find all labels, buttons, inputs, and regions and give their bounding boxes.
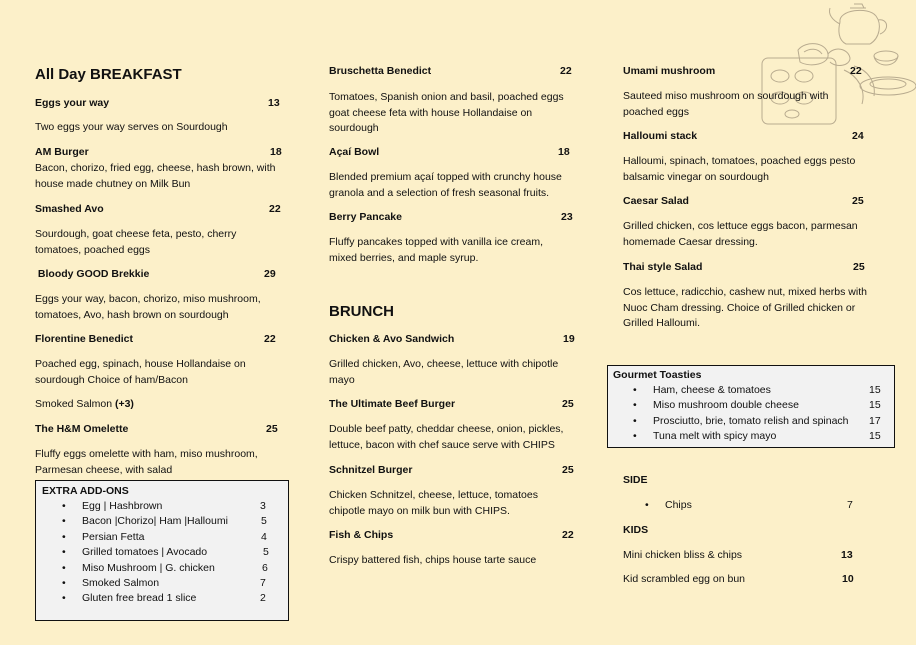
toastie-label: Ham, cheese & tomatoes bbox=[653, 384, 771, 396]
side-price: 7 bbox=[847, 499, 853, 511]
menu-item-desc: Sourdough, goat cheese feta, pesto, cherry tomatoes, poached eggs bbox=[35, 228, 237, 256]
menu-item-name: Bloody GOOD Brekkie bbox=[35, 268, 150, 280]
addon-label: Persian Fetta bbox=[82, 531, 145, 543]
menu-item-desc: Eggs your way, bacon, chorizo, miso mushroom, tomatoes, Avo, hash brown on sourdough bbox=[35, 293, 261, 321]
side-label: Chips bbox=[665, 499, 692, 511]
toastie-label: Miso mushroom double cheese bbox=[653, 399, 799, 411]
menu-item-desc: Poached egg, spinach, house Hollandaise on sourdough Choice of ham/Bacon bbox=[35, 358, 246, 386]
menu-item-desc: Chicken Schnitzel, cheese, lettuce, tomatoes chipotle mayo on milk bun with CHIPS. bbox=[329, 489, 538, 517]
bullet-icon: • bbox=[633, 384, 637, 396]
breakfast-heading: All Day BREAKFAST bbox=[35, 66, 182, 83]
menu-item-desc: Fluffy eggs omelette with ham, miso mushroom, Parmesan cheese, with salad bbox=[35, 448, 258, 476]
menu-item-price: 18 bbox=[558, 146, 570, 158]
addon-price: 5 bbox=[263, 546, 269, 558]
menu-item-desc: Cos lettuce, radicchio, cashew nut, mixed herbs with Nuoc Cham dressing. Choice of Grilled chicken or Grilled Halloumi. bbox=[623, 286, 867, 329]
menu-item-price: 22 bbox=[264, 333, 276, 345]
menu-item-price: 22 bbox=[850, 65, 862, 77]
menu-item-price: 29 bbox=[264, 268, 276, 280]
toastie-label: Prosciutto, brie, tomato relish and spinach bbox=[653, 415, 849, 427]
menu-item-desc: Blended premium açaí topped with crunchy house granola and a selection of fresh seasonal fruits. bbox=[329, 171, 562, 199]
toastie-label: Tuna melt with spicy mayo bbox=[653, 430, 777, 442]
addons-title: EXTRA ADD-ONS bbox=[42, 485, 129, 497]
bullet-icon: • bbox=[62, 531, 66, 543]
addon-price: 3 bbox=[260, 500, 266, 512]
brunch-heading: BRUNCH bbox=[329, 303, 394, 320]
bullet-icon: • bbox=[633, 415, 637, 427]
menu-item-name: The H&M Omelette bbox=[35, 423, 129, 435]
menu-item-price: 18 bbox=[270, 146, 282, 158]
bullet-icon: • bbox=[62, 592, 66, 604]
kids-item-label: Kid scrambled egg on bun bbox=[623, 573, 745, 585]
menu-item-name: Schnitzel Burger bbox=[329, 464, 413, 476]
addon-label: Egg | Hashbrown bbox=[82, 500, 163, 512]
menu-item-price: 25 bbox=[266, 423, 278, 435]
menu-item-desc: Bacon, chorizo, fried egg, cheese, hash brown, with house made chutney on Milk Bun bbox=[35, 162, 276, 190]
addon-label: Gluten free bread 1 slice bbox=[82, 592, 197, 604]
kids-item-price: 13 bbox=[841, 549, 853, 561]
menu-item-name: Berry Pancake bbox=[329, 211, 402, 223]
addon-price: 2 bbox=[260, 592, 266, 604]
menu-item-desc: Grilled chicken, cos lettuce eggs bacon, parmesan homemade Caesar dressing. bbox=[623, 220, 858, 248]
bullet-icon: • bbox=[62, 577, 66, 589]
addon-price: 4 bbox=[261, 531, 267, 543]
menu-item-price: 13 bbox=[268, 97, 280, 109]
menu-item-name: Thai style Salad bbox=[623, 261, 703, 273]
toasties-title: Gourmet Toasties bbox=[613, 369, 702, 381]
menu-item-name: Smashed Avo bbox=[35, 203, 104, 215]
menu-item-name: Halloumi stack bbox=[623, 130, 698, 142]
menu-item-name: Caesar Salad bbox=[623, 195, 689, 207]
addon-label: Grilled tomatoes | Avocado bbox=[82, 546, 208, 558]
addon-label: Smoked Salmon bbox=[82, 577, 160, 589]
menu-item-price: 25 bbox=[852, 195, 864, 207]
bullet-icon: • bbox=[62, 546, 66, 558]
bullet-icon: • bbox=[633, 399, 637, 411]
addon-label: Miso Mushroom | G. chicken bbox=[82, 562, 215, 574]
toastie-price: 17 bbox=[869, 415, 881, 427]
menu-item-name: The Ultimate Beef Burger bbox=[329, 398, 456, 410]
side-heading: SIDE bbox=[623, 474, 648, 486]
menu-item-price: 25 bbox=[562, 464, 574, 476]
menu-item-name: Florentine Benedict bbox=[35, 333, 134, 345]
bullet-icon: • bbox=[62, 562, 66, 574]
addons-box bbox=[35, 480, 289, 621]
bullet-icon: • bbox=[645, 499, 649, 511]
kids-item-label: Mini chicken bliss & chips bbox=[623, 549, 743, 561]
addon-label: Bacon |Chorizo| Ham |Halloumi bbox=[82, 515, 228, 527]
menu-item-name: Eggs your way bbox=[35, 97, 110, 109]
menu-item-name: Fish & Chips bbox=[329, 529, 394, 541]
addon-price: 5 bbox=[261, 515, 267, 527]
menu-item-price: 22 bbox=[562, 529, 574, 541]
smoked-salmon-extra: (+3) bbox=[114, 398, 134, 410]
addon-price: 6 bbox=[262, 562, 268, 574]
menu-item-desc: Halloumi, spinach, tomatoes, poached eggs pesto balsamic vinegar on sourdough bbox=[623, 155, 856, 183]
menu-item-desc: Crispy battered fish, chips house tarte sauce bbox=[329, 554, 537, 566]
menu-item-desc: Fluffy pancakes topped with vanilla ice cream, mixed berries, and maple syrup. bbox=[329, 236, 543, 264]
menu-item-name: Umami mushroom bbox=[623, 65, 716, 77]
smoked-salmon-label: Smoked Salmon bbox=[35, 398, 113, 410]
menu-item-price: 25 bbox=[853, 261, 865, 273]
toastie-price: 15 bbox=[869, 399, 881, 411]
menu-item-desc: Grilled chicken, Avo, cheese, lettuce with chipotle mayo bbox=[329, 358, 559, 386]
menu-item-price: 22 bbox=[269, 203, 281, 215]
menu-item-price: 24 bbox=[852, 130, 864, 142]
kids-heading: KIDS bbox=[623, 524, 649, 536]
menu-item-name: AM Burger bbox=[35, 146, 89, 158]
addon-price: 7 bbox=[260, 577, 266, 589]
menu-item-price: 25 bbox=[562, 398, 574, 410]
menu-item-price: 22 bbox=[560, 65, 572, 77]
bullet-icon: • bbox=[62, 500, 66, 512]
menu-item-desc: Double beef patty, cheddar cheese, onion, pickles, lettuce, bacon with chef sauce serve with CHIPS bbox=[329, 423, 564, 451]
menu-item-name: Açaí Bowl bbox=[329, 146, 380, 158]
menu-item-desc: Two eggs your way serves on Sourdough bbox=[35, 121, 228, 133]
smoked-salmon-note bbox=[35, 398, 134, 410]
toastie-price: 15 bbox=[869, 384, 881, 396]
bullet-icon: • bbox=[633, 430, 637, 442]
kids-item-price: 10 bbox=[842, 573, 854, 585]
bullet-icon: • bbox=[62, 515, 66, 527]
toasties-box bbox=[607, 365, 895, 448]
menu-item-price: 19 bbox=[563, 333, 575, 345]
menu-item-price: 23 bbox=[561, 211, 573, 223]
menu-item-desc: Tomatoes, Spanish onion and basil, poached eggs goat cheese feta with house Hollandaise on sourdough bbox=[329, 91, 564, 134]
menu-item-name: Chicken & Avo Sandwich bbox=[329, 333, 455, 345]
toastie-price: 15 bbox=[869, 430, 881, 442]
menu-item-desc: Sauteed miso mushroom on sourdough with poached eggs bbox=[623, 90, 829, 118]
menu-item-name: Bruschetta Benedict bbox=[329, 65, 432, 77]
